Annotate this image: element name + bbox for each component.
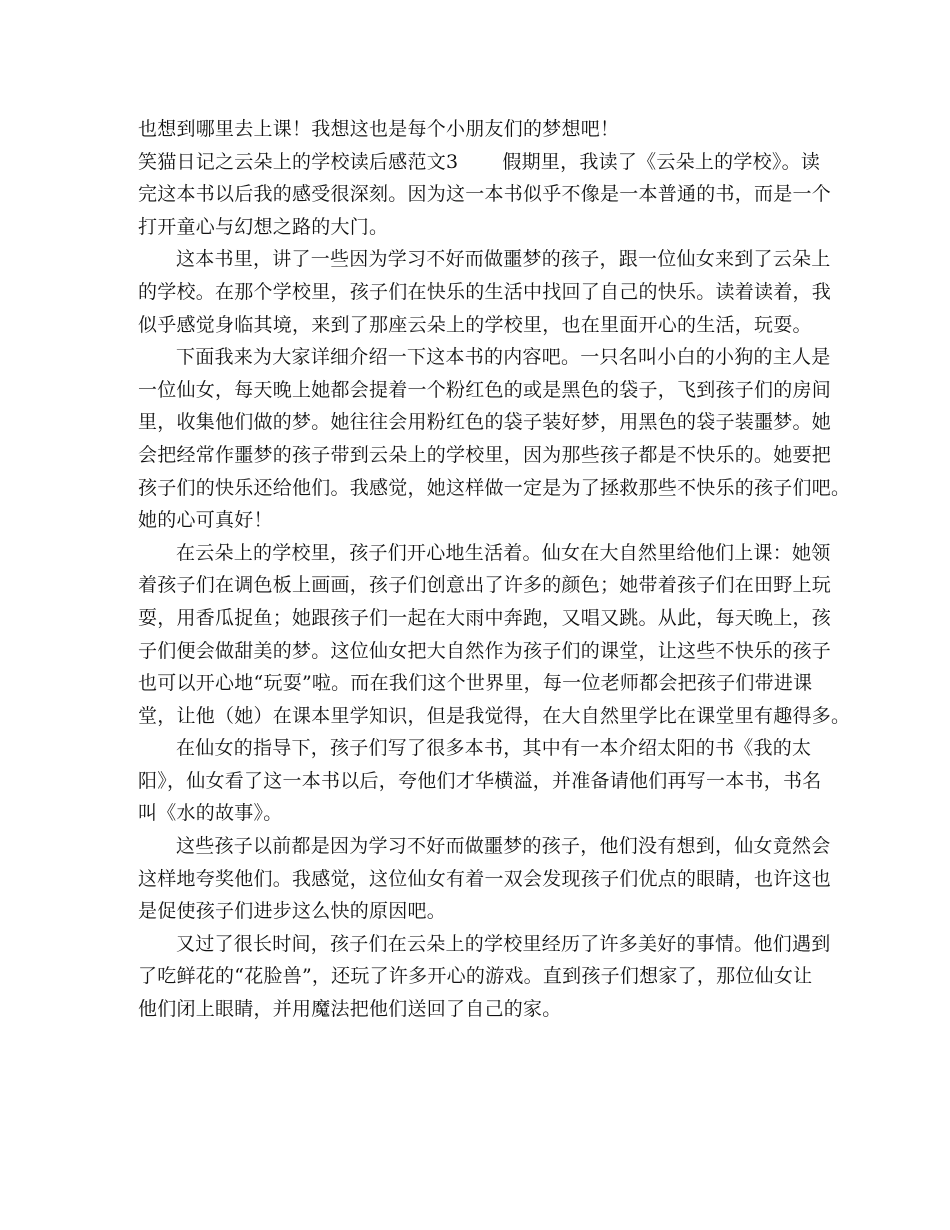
text-line: 的学校。在那个学校里，孩子们在快乐的生活中找回了自己的快乐。读着读着，我	[138, 280, 832, 303]
text-line: 完这本书以后我的感受很深刻。因为这一本书似乎不像是一本普通的书，而是一个	[138, 183, 832, 206]
text-line: 耍，用香瓜捉鱼；她跟孩子们一起在大雨中奔跑，又唱又跳。从此，每天晚上，孩	[138, 606, 832, 629]
text-line: 这样地夸奖他们。我感觉，这位仙女有着一双会发现孩子们优点的眼睛，也许这也	[138, 867, 832, 890]
text-line: 里，收集他们做的梦。她往往会用粉红色的袋子装好梦，用黑色的袋子装噩梦。她	[138, 411, 832, 434]
text-line: 会把经常作噩梦的孩子带到云朵上的学校里，因为那些孩子都是不快乐的。她要把	[138, 443, 832, 466]
text-line: 他们闭上眼睛，并用魔法把他们送回了自己的家。	[138, 998, 562, 1021]
text-line: 子们便会做甜美的梦。这位仙女把大自然作为孩子们的课堂，让这些不快乐的孩子	[138, 639, 832, 662]
text-line: 孩子们的快乐还给他们。我感觉，她这样做一定是为了拯救那些不快乐的孩子们吧。	[138, 476, 851, 499]
document-body	[138, 113, 851, 1026]
text-line: 阳》，仙女看了这一本书以后，夸他们才华横溢，并准备请他们再写一本书，书名	[138, 769, 822, 792]
text-line: 是促使孩子们进步这么快的原因吧。	[138, 900, 447, 923]
paragraph	[138, 928, 831, 1026]
paragraph	[138, 732, 828, 830]
text-line: 她的心可真好！	[138, 509, 273, 532]
paragraph	[138, 341, 851, 537]
text-line: 下面我来为大家详细介绍一下这本书的内容吧。一只名叫小白的小狗的主人是	[176, 346, 831, 369]
paragraph	[138, 113, 828, 146]
paragraph	[138, 830, 832, 928]
text-line: 在云朵上的学校里，孩子们开心地生活着。仙女在大自然里给他们上课：她领	[176, 541, 831, 564]
text-line: 也想到哪里去上课！我想这也是每个小朋友们的梦想吧！	[138, 118, 620, 140]
text-line: 打开童心与幻想之路的大门。	[138, 215, 389, 238]
paragraph	[138, 537, 851, 733]
text-line: 一位仙女，每天晚上她都会提着一个粉红色的或是黑色的袋子，飞到孩子们的房间	[138, 378, 832, 401]
paragraph	[138, 146, 832, 244]
essay-title: 笑猫日记之云朵上的学校读后感范文3	[138, 150, 459, 173]
text-line: 这些孩子以前都是因为学习不好而做噩梦的孩子，他们没有想到，仙女竟然会	[176, 835, 831, 858]
text-line: 假期里，我读了《云朵上的学校》。读	[502, 150, 821, 173]
text-line: 似乎感觉身临其境，来到了那座云朵上的学校里，也在里面开心的生活，玩耍。	[138, 313, 812, 336]
text-line: 叫《水的故事》。	[138, 802, 283, 825]
text-line: 在仙女的指导下，孩子们写了很多本书，其中有一本介绍太阳的书《我的太	[176, 737, 812, 760]
text-line: 又过了很长时间，孩子们在云朵上的学校里经历了许多美好的事情。他们遇到	[176, 932, 831, 955]
text-line: 也可以开心地“玩耍”啦。而在我们这个世界里，每一位老师都会把孩子们带进课	[138, 672, 813, 695]
text-line: 着孩子们在调色板上画画，孩子们创意出了许多的颜色；她带着孩子们在田野上玩	[138, 574, 832, 597]
text-line: 堂，让他（她）在课本里学知识，但是我觉得，在大自然里学比在课堂里有趣得多。	[138, 704, 851, 727]
title-line	[138, 146, 828, 179]
text-line: 了吃鲜花的“花脸兽”，还玩了许多开心的游戏。直到孩子们想家了，那位仙女让	[138, 965, 813, 988]
text-line: 这本书里，讲了一些因为学习不好而做噩梦的孩子，跟一位仙女来到了云朵上	[176, 248, 831, 271]
paragraph	[138, 243, 832, 341]
